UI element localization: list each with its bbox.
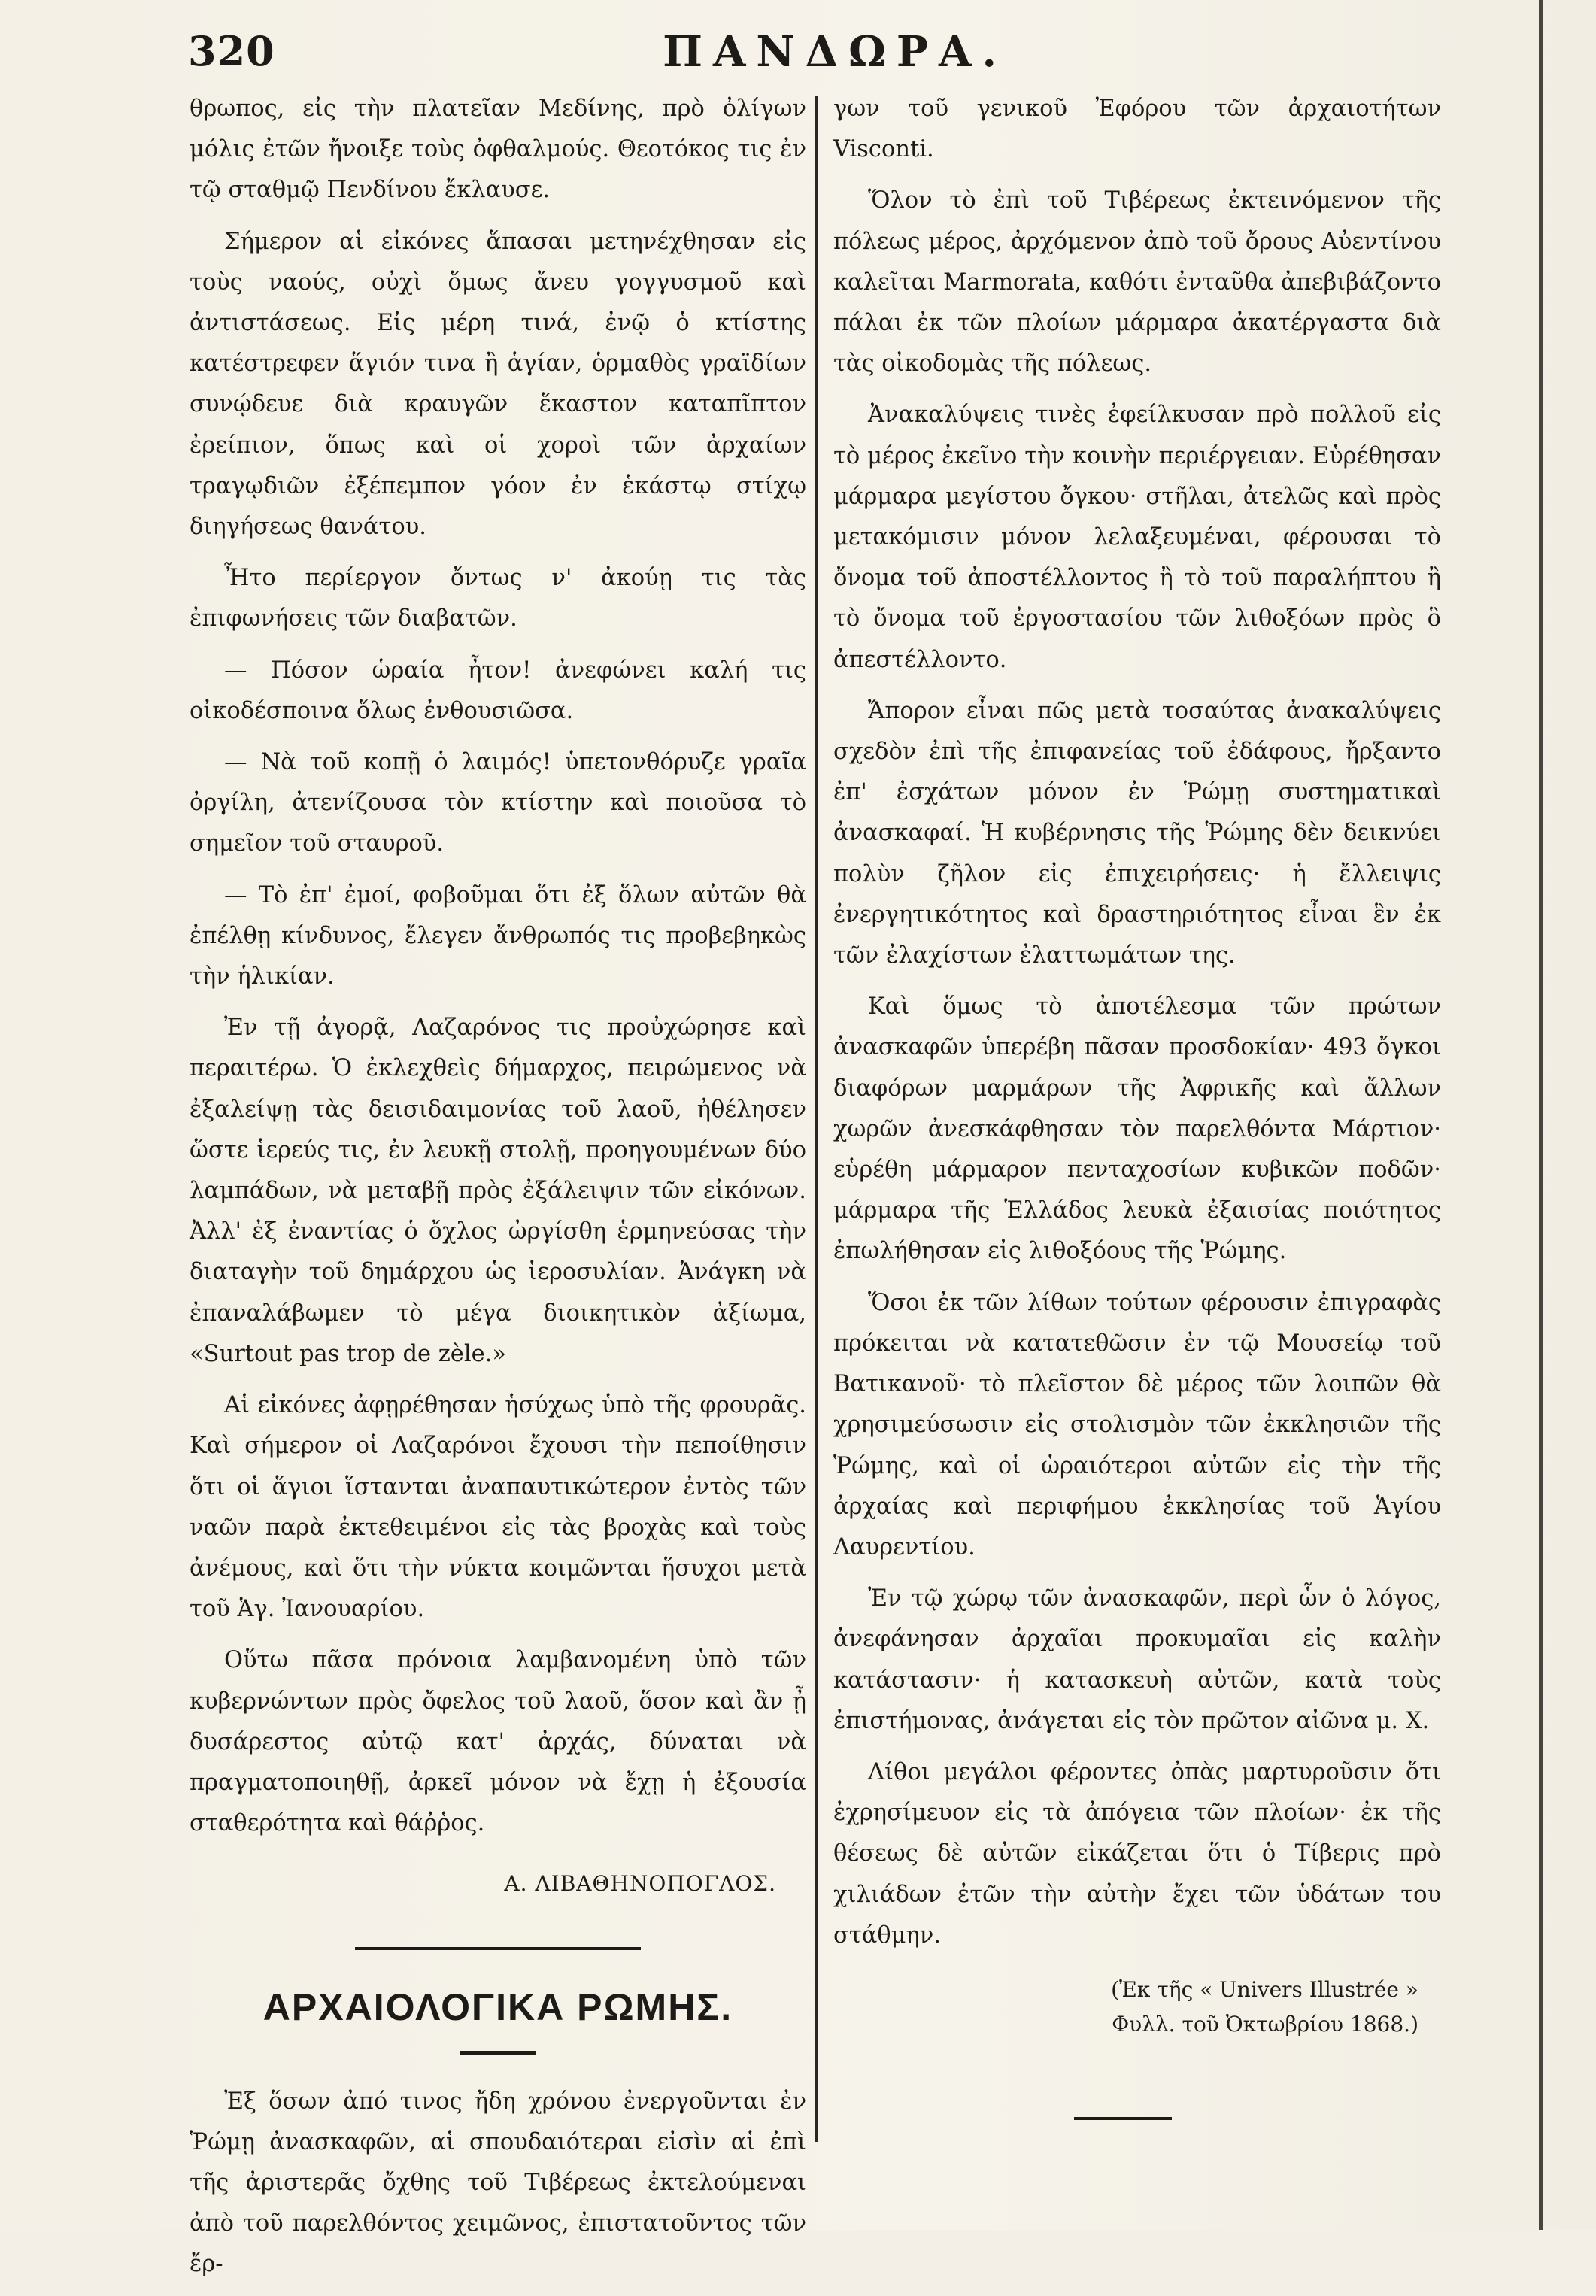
source-line-1: (Ἐκ τῆς « Univers Illustrée » [1111,1976,1418,2002]
end-rule [1074,2117,1172,2120]
paragraph: Ἐν τῇ ἀγορᾷ, Λαζαρόνος τις προὐχώρησε καὶ περαιτέρω. Ὁ ἐκλεχθεὶς δήμαρχος, πειρώμενος νὰ ἐξαλείψῃ τὰς δεισιδαιμονίας τοῦ λαοῦ, ἠθέλησεν ὥστε ἱερεύς τις, ἐν λευκῇ στολῇ, προηγουμένων δύο λαμπάδων, νὰ μεταβῇ πρὸς ἐξάλειψιν τῶν εἰκόνων. Ἀλλ' ἐξ ἐναντίας ὁ ὄχλος ὠργίσθη ἑρμηνεύσας τὴν διαταγὴν τοῦ δημάρχου ὡς ἱεροσυλίαν. Ἀνάγκη νὰ ἐπαναλάβωμεν τὸ μέγα διοικητικὸν ἀξίωμα, «Surtout pas trop de zèle.» [190,1015,806,1367]
paragraph: Ὅσοι ἐκ τῶν λίθων τούτων φέρουσιν ἐπιγραφὰς πρόκειται νὰ κατατεθῶσιν ἐν τῷ Μουσείῳ τοῦ Βατικανοῦ· τὸ πλεῖστον δὲ μέρος τῶν λοιπῶν θὰ χρησιμεύσωσιν εἰς στολισμὸν τῶν ἐκκλησιῶν τῆς Ῥώμης, καὶ οἱ ὡραιότεροι αὐτῶν εἰς τὴν τῆς ἀρχαίας καὶ περιφήμου ἐκκλησίας τοῦ Ἁγίου Λαυρεντίου. [833,1289,1441,1560]
source-citation [833,1973,1418,2042]
article-separator-rule [355,1947,641,1950]
paragraph: Αἱ εἰκόνες ἀφῃρέθησαν ἡσύχως ὑπὸ τῆς φρουρᾶς. Καὶ σήμερον οἱ Λαζαρόνοι ἔχουσι τὴν πεποίθησιν ὅτι οἱ ἅγιοι ἵστανται ἀναπαυτικώτερον ἐντὸς τῶν ναῶν παρὰ ἐκτεθειμένοι εἰς τὰς βροχὰς καὶ τοὺς ἀνέμους, καὶ ὅτι τὴν νύκτα κοιμῶνται ἥσυχοι μετὰ τοῦ Ἁγ. Ἰανουαρίου. [190,1392,806,1623]
right-column [833,89,1441,2120]
paragraph: Ἐν τῷ χώρῳ τῶν ἀνασκαφῶν, περὶ ὧν ὁ λόγος, ἀνεφάνησαν ἀρχαῖαι προκυμαῖαι εἰς καλὴν κατάστασιν· ἡ κατασκευὴ αὐτῶν, κατὰ τοὺς ἐπιστήμονας, ἀνάγεται εἰς τὸν πρῶτον αἰῶνα μ. Χ. [833,1585,1441,1734]
paragraph: Λίθοι μεγάλοι φέροντες ὀπὰς μαρτυροῦσιν ὅτι ἐχρησίμευον εἰς τὰ ἀπόγεια τῶν πλοίων· ἐκ τῆς θέσεως δὲ αὐτῶν εἰκάζεται ὅτι ὁ Τίβερις πρὸ χιλιάδων ἐτῶν τὴν αὐτὴν ἔχει τῶν ὑδάτων του στάθμην. [833,1758,1441,1949]
left-column [190,89,806,2296]
paragraph: Οὕτω πᾶσα πρόνοια λαμβανομένη ὑπὸ τῶν κυβερνώντων πρὸς ὄφελος τοῦ λαοῦ, ὅσον καὶ ἂν ᾖ δυσάρεστος αὐτῷ κατ' ἀρχάς, δύναται νὰ πραγματοποιηθῇ, ἀρκεῖ μόνον νὰ ἔχῃ ἡ ἐξουσία σταθερότητα καὶ θάῤῥος. [190,1647,806,1837]
section-title: ΑΡΧΑΙΟΛΟΓΙΚΑ ΡΩΜΗΣ. [262,1985,733,2028]
author-signature: Α. ΛΙΒΑΘΗΝΟΠΟΓΛΟΣ. [504,1871,776,1897]
source-line-2: Φυλλ. τοῦ Ὀκτωβρίου 1868.) [1112,2011,1418,2037]
paragraph: Σήμερον αἱ εἰκόνες ἅπασαι μετηνέχθησαν εἰς τοὺς ναούς, οὐχὶ ὅμως ἄνευ γογγυσμοῦ καὶ ἀντιστάσεως. Εἰς μέρη τινά, ἐνῷ ὁ κτίστης κατέστρεφεν ἅγιόν τινα ἢ ἁγίαν, ὁρμαθὸς γραϊδίων συνῴδευε διὰ κραυγῶν ἕκαστον καταπῖπτον ἐρείπιον, ὅπως καὶ οἱ χοροὶ τῶν ἀρχαίων τραγῳδιῶν ἐξέπεμπον γόον ἐν ἑκάστῳ στίχῳ διηγήσεως θανάτου. [190,228,806,541]
paragraph: γων τοῦ γενικοῦ Ἐφόρου τῶν ἀρχαιοτήτων Visconti. [833,96,1441,163]
paragraph: Ἄπορον εἶναι πῶς μετὰ τοσαύτας ἀνακαλύψεις σχεδὸν ἐπὶ τῆς ἐπιφανείας τοῦ ἐδάφους, ἤρξαντο ἐπ' ἐσχάτων μόνον ἐν Ῥώμῃ συστηματικαὶ ἀνασκαφαί. Ἡ κυβέρνησις τῆς Ῥώμης δὲν δεικνύει πολὺν ζῆλον εἰς ἐπιχειρήσεις· ἡ ἔλλειψις ἐνεργητικότητος καὶ δραστηριότητος εἶναι ἓν ἐκ τῶν ἐλαχίστων ἐλαττωμάτων της. [833,697,1441,969]
column-divider [815,96,818,2142]
dialogue-paragraph: — Νὰ τοῦ κοπῇ ὁ λαιμός! ὑπετονθόρυζε γραῖα ὀργίλη, ἀτενίζουσα τὸν κτίστην καὶ ποιοῦσα τὸ σημεῖον τοῦ σταυροῦ. [190,749,806,857]
running-title: ΠΑΝΔΩΡΑ. [663,27,1007,77]
paragraph: θρωπος, εἰς τὴν πλατεῖαν Μεδίνης, πρὸ ὀλίγων μόλις ἐτῶν ἤνοιξε τοὺς ὀφθαλμούς. Θεοτόκος τις ἐν τῷ σταθμῷ Πενδίνου ἔκλαυσε. [190,96,806,204]
title-underline-rule [460,2051,536,2055]
page-header [188,27,1482,80]
paragraph: Καὶ ὅμως τὸ ἀποτέλεσμα τῶν πρώτων ἀνασκαφῶν ὑπερέβη πᾶσαν προσδοκίαν· 493 ὄγκοι διαφόρων μαρμάρων τῆς Ἀφρικῆς καὶ ἄλλων χωρῶν ἀνεσκάφθησαν τὸν παρελθόντα Μάρτιον· εὑρέθη μάρμαρον πενταχοσίων κυβικῶν ποδῶν· μάρμαρα τῆς Ἑλλάδος λευκὰ ἐξαισίας ποιότητος ἐπωλήθησαν εἰς λιθοξόους τῆς Ῥώμης. [833,993,1441,1265]
paragraph: Ὅλον τὸ ἐπὶ τοῦ Τιβέρεως ἐκτεινόμενον τῆς πόλεως μέρος, ἀρχόμενον ἀπὸ τοῦ ὄρους Αὐεντίνου καλεῖται Marmorata, καθότι ἐνταῦθα ἀπεβιβάζοντο πάλαι ἐκ τῶν πλοίων μάρμαρα ἀκατέργαστα διὰ τὰς οἰκοδομὰς τῆς πόλεως. [833,187,1441,378]
page-number: 320 [188,27,275,75]
dialogue-paragraph: — Τὸ ἐπ' ἐμοί, φοβοῦμαι ὅτι ἐξ ὅλων αὐτῶν θὰ ἐπέλθῃ κίνδυνος, ἔλεγεν ἄνθρωπός τις προβεβηκὼς τὴν ἡλικίαν. [190,881,806,990]
paragraph: Ἐξ ὅσων ἀπό τινος ἤδη χρόνου ἐνεργοῦνται ἐν Ῥώμῃ ἀνασκαφῶν, αἱ σπουδαιότεραι εἰσὶν αἱ ἐπὶ τῆς ἀριστερᾶς ὄχθης τοῦ Τιβέρεως ἐκτελούμεναι ἀπὸ τοῦ παρελθόντος χειμῶνος, ἐπιστατοῦντος τῶν ἔρ- [190,2088,806,2278]
paragraph: Ἦτο περίεργον ὄντως ν' ἀκούῃ τις τὰς ἐπιφωνήσεις τῶν διαβατῶν. [190,565,806,632]
page-edge-shadow [1539,0,1543,2230]
paragraph: Ἀνακαλύψεις τινὲς ἐφείλκυσαν πρὸ πολλοῦ εἰς τὸ μέρος ἐκεῖνο τὴν κοινὴν περιέργειαν. Εὑρέθησαν μάρμαρα μεγίστου ὄγκου· στῆλαι, ἀτελῶς καὶ πρὸς μετακόμισιν μόνον λελαξευμέναι, φέρουσαι τὸ ὄνομα τοῦ ἀποστέλλοντος ἢ τὸ τοῦ παραλήπτου ἢ τὸ ὄνομα τοῦ ἐργοστασίου τῶν λιθοξόων πρὸς ὃ ἀπεστέλλοντο. [833,402,1441,673]
dialogue-paragraph: — Πόσον ὡραία ἦτον! ἀνεφώνει καλή τις οἰκοδέσποινα ὅλως ἐνθουσιῶσα. [190,657,806,724]
